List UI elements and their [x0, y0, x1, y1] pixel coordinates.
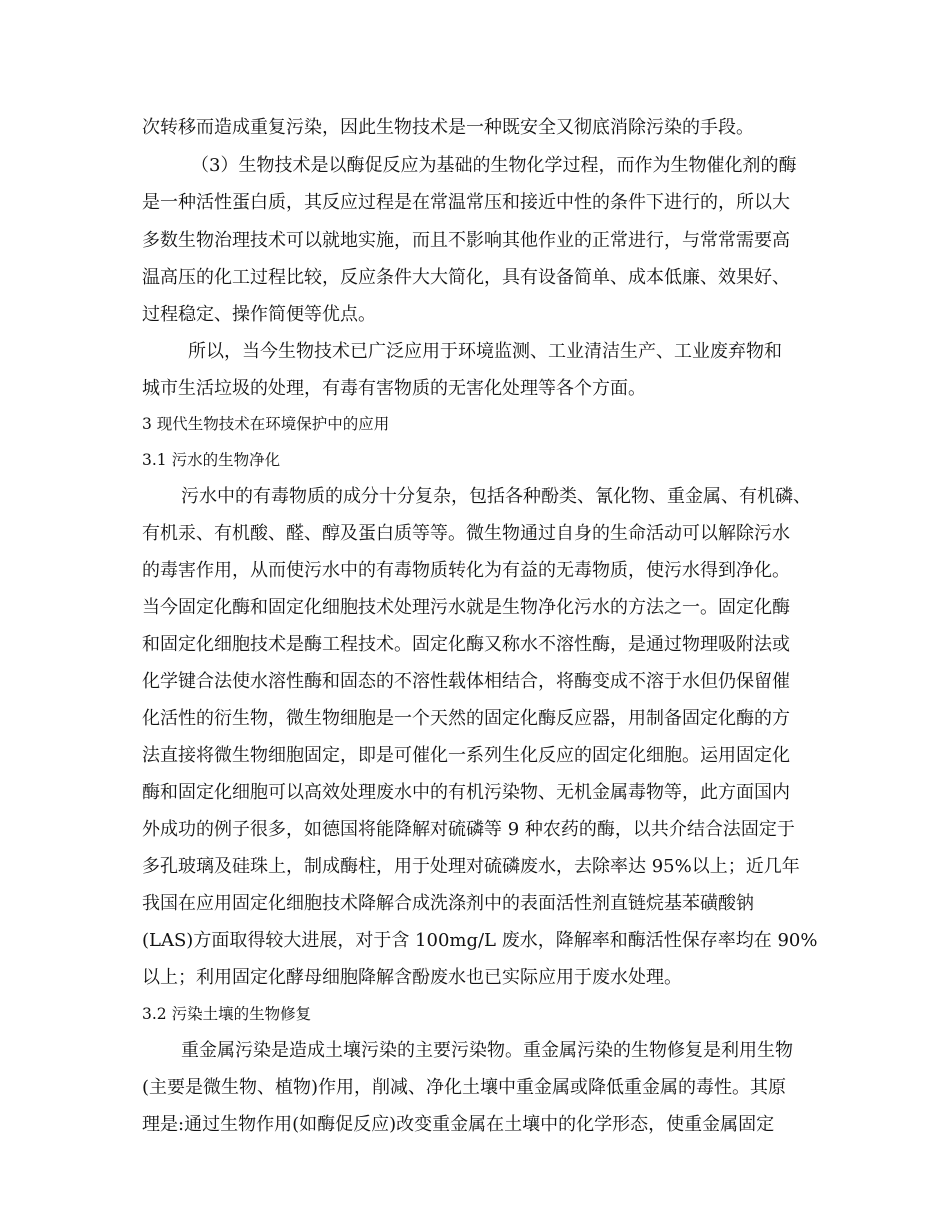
paragraph-line: （3）生物技术是以酶促反应为基础的生物化学过程，而作为生物催化剂的酶: [191, 155, 797, 176]
paragraph-line: 当今固定化酶和固定化细胞技术处理污水就是生物净化污水的方法之一。固定化酶: [142, 597, 790, 618]
paragraph-line: 有机汞、有机酸、醛、醇及蛋白质等等。微生物通过自身的生命活动可以解除污水: [142, 523, 790, 544]
paragraph-line: 的毒害作用，从而使污水中的有毒物质转化为有益的无毒物质，使污水得到净化。: [142, 560, 790, 581]
paragraph-line: 次转移而造成重复污染，因此生物技术是一种既安全又彻底消除污染的手段。: [142, 117, 754, 138]
paragraph-line: 外成功的例子很多，如德国将能降解对硫磷等 9 种农药的酶，以共介结合法固定于: [142, 819, 795, 840]
paragraph-line: 多数生物治理技术可以就地实施，而且不影响其他作业的正常进行，与常常需要高: [142, 230, 790, 251]
paragraph-line: (主要是微生物、植物)作用，削减、净化土壤中重金属或降低重金属的毒性。其原: [142, 1077, 787, 1098]
section-heading: 3 现代生物技术在环境保护中的应用: [142, 415, 390, 433]
paragraph-line: 重金属污染是造成土壤污染的主要污染物。重金属污染的生物修复是利用生物: [181, 1040, 793, 1061]
subsection-heading: 3.1 污水的生物净化: [142, 451, 281, 469]
paragraph-line: 城市生活垃圾的处理，有毒有害物质的无害化处理等各个方面。: [142, 378, 646, 399]
paragraph-line: 我国在应用固定化细胞技术降解合成洗涤剂中的表面活性剂直链烷基苯磺酸钠: [142, 893, 754, 914]
paragraph-line: 化活性的衍生物，微生物细胞是一个天然的固定化酶反应器，用制备固定化酶的方: [142, 708, 790, 729]
paragraph-line: 多孔玻璃及硅珠上，制成酶柱，用于处理对硫磷废水，去除率达 95%以上；近几年: [142, 856, 800, 877]
paragraph-line: 是一种活性蛋白质，其反应过程是在常温常压和接近中性的条件下进行的，所以大: [142, 192, 790, 213]
paragraph-line: 化学键合法使水溶性酶和固态的不溶性载体相结合，将酶变成不溶于水但仍保留催: [142, 671, 790, 692]
paragraph-line: 温高压的化工过程比较，反应条件大大简化，具有设备简单、成本低廉、效果好、: [142, 267, 790, 288]
paragraph-line: 酶和固定化细胞可以高效处理废水中的有机污染物、无机金属毒物等，此方面国内: [142, 782, 790, 803]
paragraph-line: (LAS)方面取得较大进展，对于含 100mg/L 废水，降解率和酶活性保存率均在 90%: [142, 930, 818, 951]
subsection-heading: 3.2 污染土壤的生物修复: [142, 1005, 312, 1023]
paragraph-line: 理是:通过生物作用(如酶促反应)改变重金属在土壤中的化学形态，使重金属固定: [142, 1114, 775, 1135]
paragraph-line: 法直接将微生物细胞固定，即是可催化一系列生化反应的固定化细胞。运用固定化: [142, 745, 790, 766]
paragraph-line: 以上；利用固定化酵母细胞降解含酚废水也已实际应用于废水处理。: [142, 967, 682, 988]
paragraph-line: 过程稳定、操作简便等优点。: [142, 304, 376, 325]
paragraph-line: 污水中的有毒物质的成分十分复杂，包括各种酚类、氰化物、重金属、有机磷、: [181, 486, 811, 507]
paragraph-line: 和固定化细胞技术是酶工程技术。固定化酶又称水不溶性酶，是通过物理吸附法或: [142, 634, 790, 655]
paragraph-line: 所以，当今生物技术已广泛应用于环境监测、工业清洁生产、工业废弃物和: [188, 341, 782, 362]
